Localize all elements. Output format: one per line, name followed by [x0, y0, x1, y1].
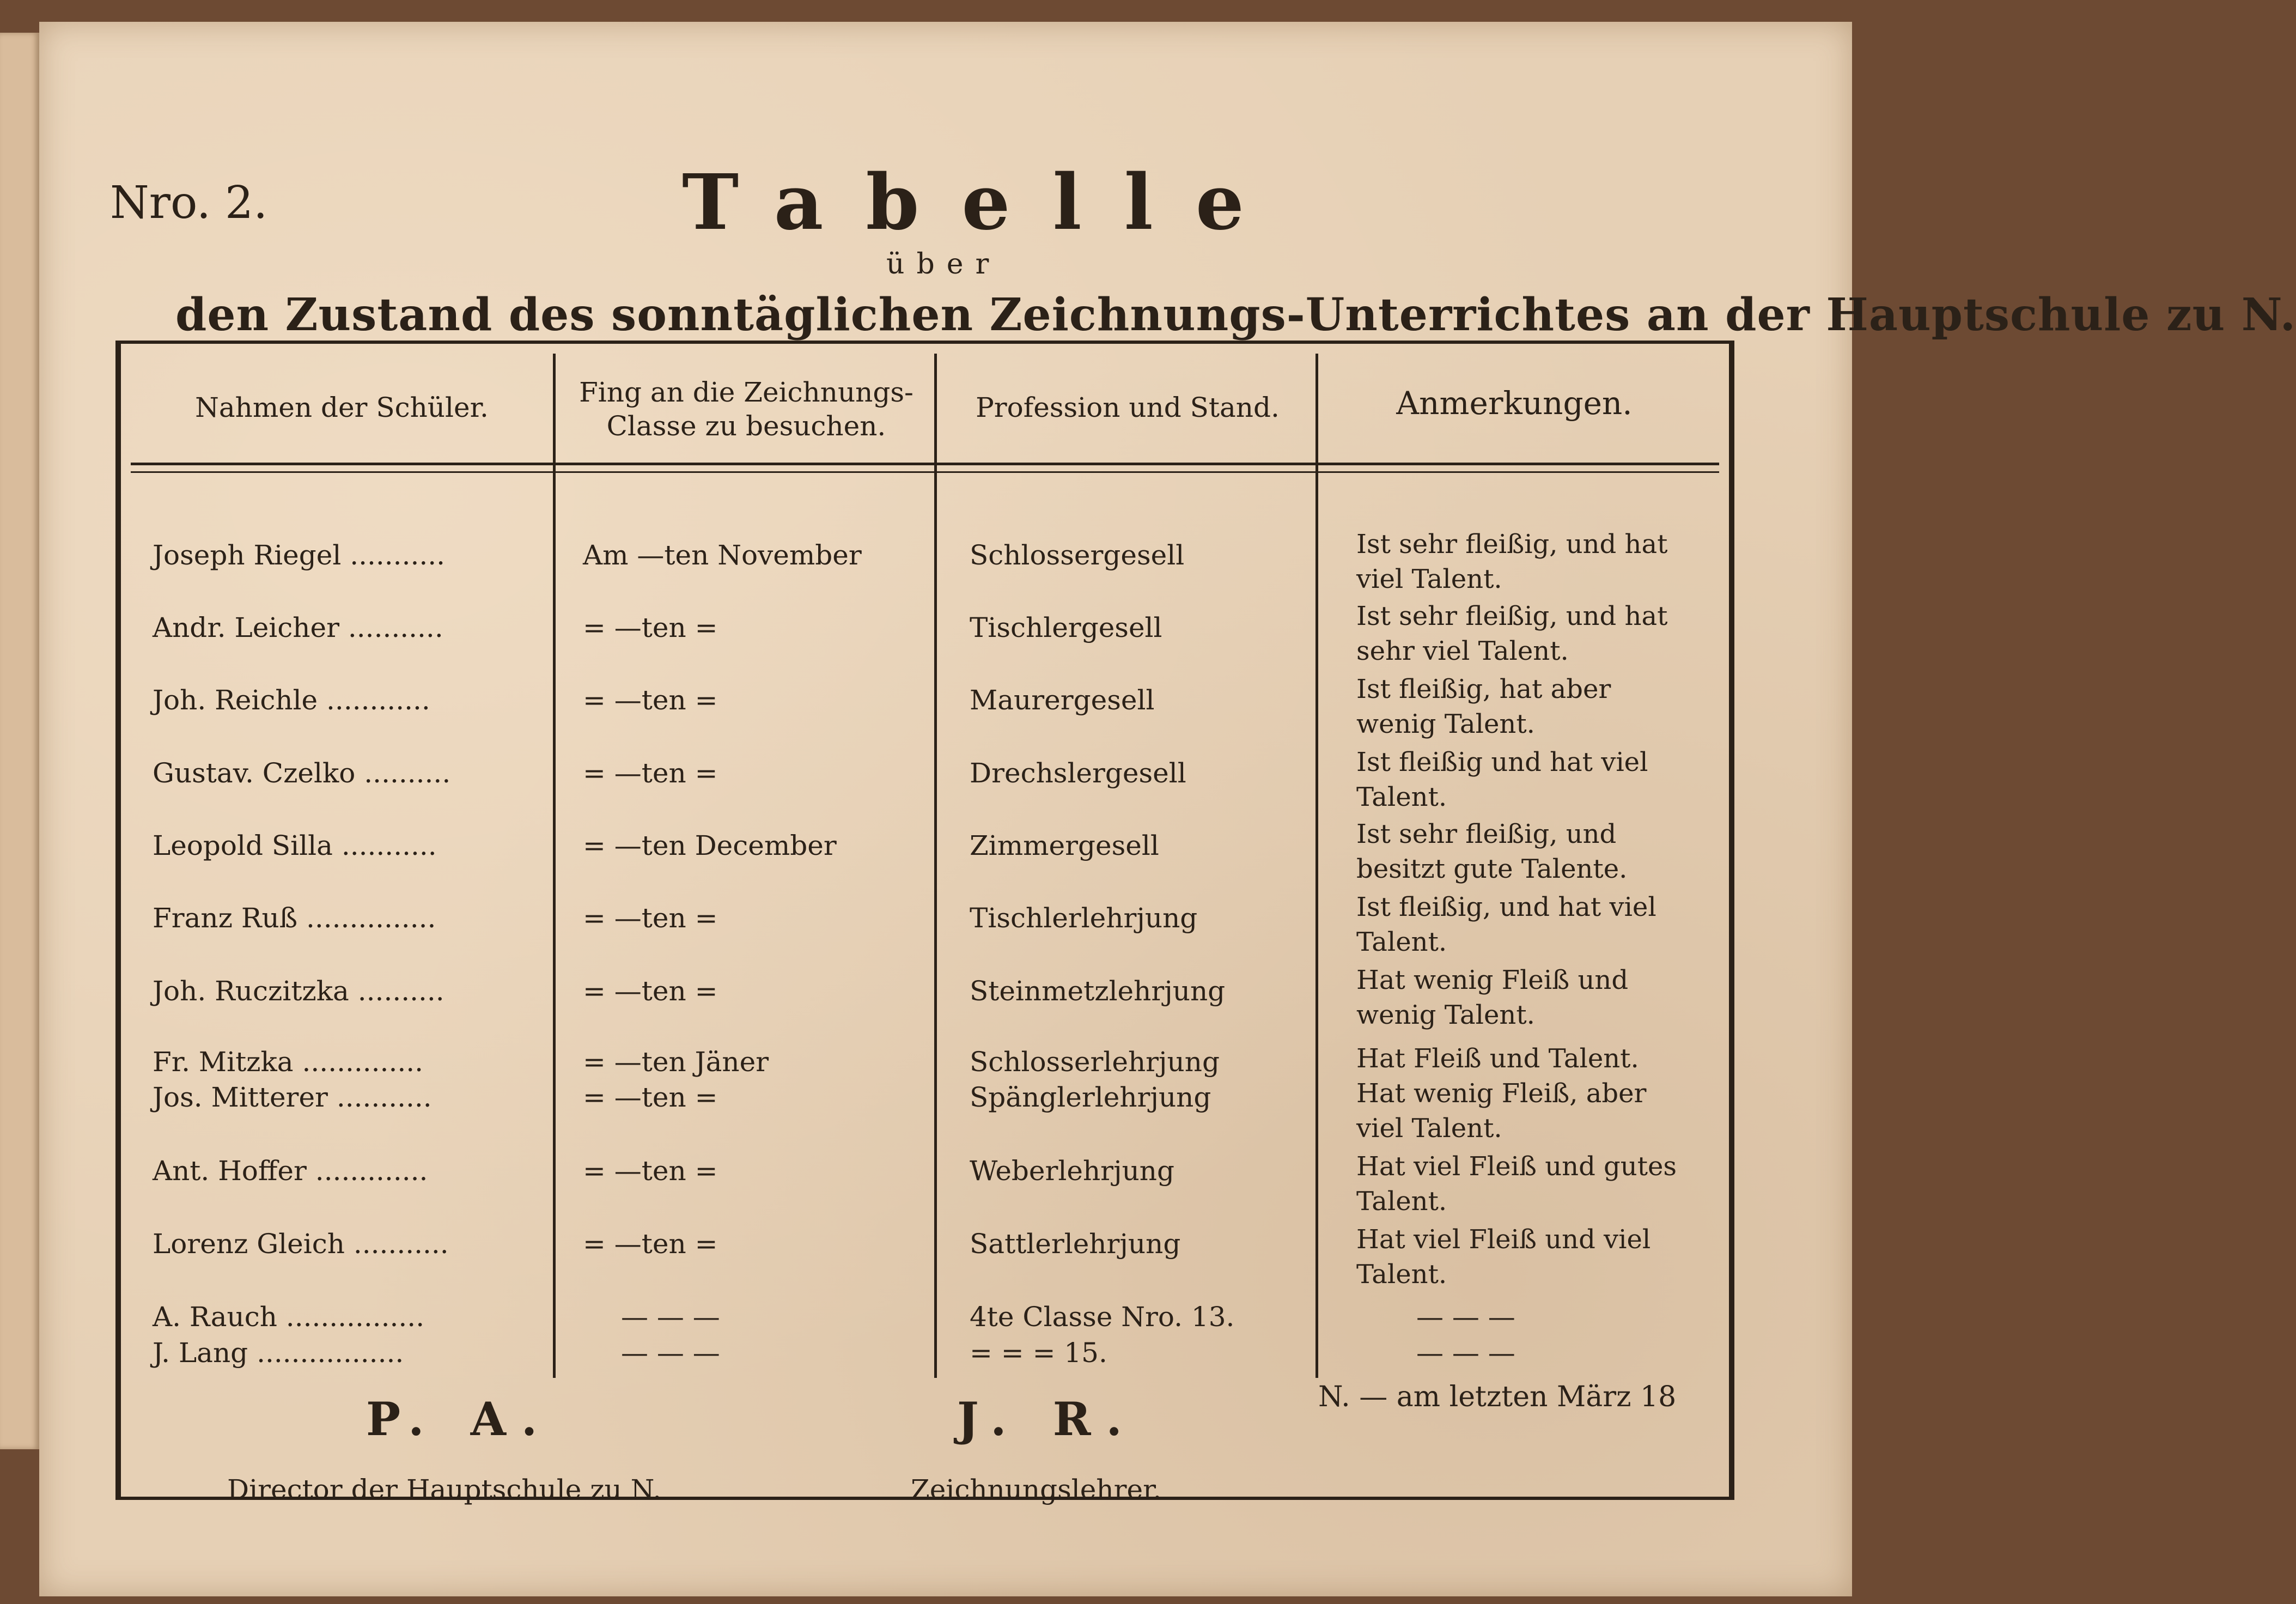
col-header-profession: Profession und Stand. — [976, 392, 1280, 423]
row-2-profession: Tischlergesell — [970, 612, 1162, 643]
row-8-name: Fr. Mitzka .............. — [153, 1046, 424, 1078]
row-10-profession: Weberlehrjung — [970, 1155, 1175, 1187]
col-header-notes: Anmerkungen. — [1396, 385, 1633, 422]
row-7-profession: Steinmetzlehrjung — [970, 975, 1226, 1007]
row-6-started: = —ten = — [583, 902, 718, 934]
row-4-profession: Drechslergesell — [970, 757, 1186, 789]
row-7-started: = —ten = — [583, 975, 718, 1007]
signature-director-initials: P. A. — [366, 1392, 553, 1446]
row-6-note: Ist fleißig, und hat viel Talent. — [1356, 892, 1656, 957]
row-11-note: Hat viel Fleiß und viel Talent. — [1356, 1224, 1651, 1290]
row-6-name: Franz Ruß ............... — [153, 902, 436, 934]
row-1-note: Ist sehr fleißig, und hat viel Talent. — [1356, 529, 1668, 594]
document-page — [39, 22, 2296, 1596]
row-13-profession: = = = 15. — [970, 1337, 1107, 1369]
signature-teacher-role: Zeichnungslehrer. — [911, 1474, 1162, 1505]
signature-director-role: Director der Hauptschule zu N. — [227, 1474, 662, 1505]
row-2-started: = —ten = — [583, 612, 718, 643]
table-frame — [115, 341, 1734, 1500]
row-3-started: = —ten = — [583, 684, 718, 716]
row-11-profession: Sattlerlehrjung — [970, 1228, 1181, 1260]
row-7-name: Joh. Ruczitzka .......... — [153, 975, 444, 1007]
row-4-started: = —ten = — [583, 757, 718, 789]
column-divider-3 — [1316, 354, 1318, 1378]
row-12-started: — — — — [621, 1301, 720, 1333]
signature-teacher-initials: J. R. — [957, 1392, 1137, 1446]
row-8-started: = —ten Jäner — [583, 1046, 769, 1078]
row-8-profession: Schlosserlehrjung — [970, 1046, 1220, 1078]
row-5-note: Ist sehr fleißig, und besitzt gute Talente. — [1356, 819, 1628, 884]
col-header-started: Fing an die Zeichnungs-Classe zu besuchen. — [579, 376, 913, 442]
column-divider-1 — [553, 354, 556, 1378]
header-rule — [131, 463, 1719, 465]
row-9-name: Jos. Mitterer ........... — [153, 1082, 432, 1113]
row-13-name: J. Lang ................. — [153, 1337, 404, 1369]
row-1-profession: Schlossergesell — [970, 539, 1185, 571]
row-13-note: — — — — [1416, 1337, 1515, 1369]
row-9-profession: Spänglerlehrjung — [970, 1082, 1211, 1113]
row-3-note: Ist fleißig, hat aber wenig Talent. — [1356, 674, 1611, 739]
header-rule-double — [131, 471, 1719, 473]
book-left-edge — [0, 33, 39, 1449]
row-1-started: Am —ten November — [583, 539, 862, 571]
row-5-started: = —ten December — [583, 830, 837, 861]
row-1-name: Joseph Riegel ........... — [153, 539, 446, 571]
row-4-name: Gustav. Czelko .......... — [153, 757, 451, 789]
page-title: Tabelle — [682, 158, 1287, 247]
row-12-profession: 4te Classe Nro. 13. — [970, 1301, 1235, 1333]
row-9-started: = —ten = — [583, 1082, 718, 1113]
row-5-profession: Zimmergesell — [970, 830, 1159, 861]
row-8-note: Hat Fleiß und Talent. — [1356, 1043, 1639, 1074]
row-2-name: Andr. Leicher ........... — [153, 612, 443, 643]
row-10-name: Ant. Hoffer ............. — [153, 1155, 428, 1187]
row-3-name: Joh. Reichle ............ — [153, 684, 430, 716]
row-4-note: Ist fleißig und hat viel Talent. — [1356, 747, 1648, 812]
row-11-name: Lorenz Gleich ........... — [153, 1228, 449, 1260]
row-11-started: = —ten = — [583, 1228, 718, 1260]
row-13-started: — — — — [621, 1337, 720, 1369]
table-number: Nro. 2. — [110, 177, 268, 229]
page-subtitle: den Zustand des sonntäglichen Zeichnungs-Unterrichtes an der Hauptschule zu N. — [175, 289, 2296, 341]
row-9-note: Hat wenig Fleiß, aber viel Talent. — [1356, 1078, 1647, 1144]
row-10-note: Hat viel Fleiß und gutes Talent. — [1356, 1151, 1677, 1217]
title-connector: über — [886, 248, 1001, 281]
row-7-note: Hat wenig Fleiß und wenig Talent. — [1356, 965, 1629, 1030]
col-header-name: Nahmen der Schüler. — [195, 392, 489, 423]
row-12-name: A. Rauch ................ — [153, 1301, 425, 1333]
row-2-note: Ist sehr fleißig, und hat sehr viel Talent. — [1356, 601, 1668, 666]
table-grid — [131, 354, 1719, 1465]
column-divider-2 — [934, 354, 937, 1378]
row-6-profession: Tischlerlehrjung — [970, 902, 1198, 934]
row-10-started: = —ten = — [583, 1155, 718, 1187]
row-12-note: — — — — [1416, 1301, 1515, 1333]
row-3-profession: Maurergesell — [970, 684, 1155, 716]
row-5-name: Leopold Silla ........... — [153, 830, 437, 861]
place-date-line: N. — am letzten März 18 — [1318, 1381, 1677, 1413]
